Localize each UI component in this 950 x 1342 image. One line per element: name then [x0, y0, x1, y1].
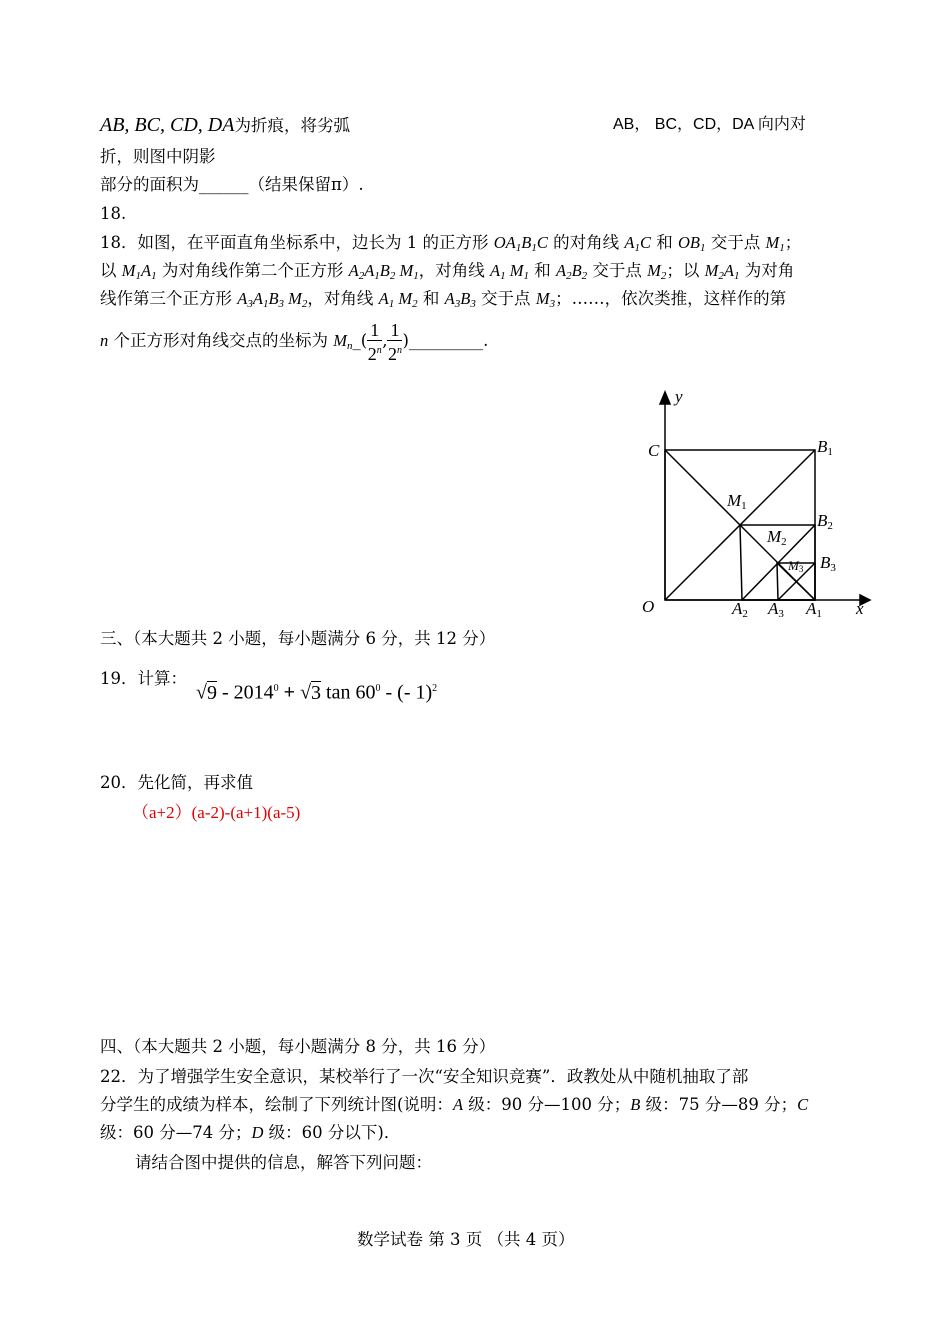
- q19-expression: [196, 674, 437, 708]
- grade-d: D: [251, 1123, 264, 1142]
- label-m2: [766, 527, 787, 548]
- math-a2b2: A2B2: [555, 261, 588, 282]
- math-m2a1: M2A1: [704, 261, 740, 282]
- q19-label: 19．计算：: [100, 669, 187, 688]
- label-b1-main: B: [817, 437, 828, 456]
- q17-line1: [100, 114, 350, 137]
- q18-text: 线作第三个正方形: [100, 289, 238, 308]
- label-c: C: [648, 441, 660, 460]
- q18-text: 交于点: [705, 233, 766, 252]
- math-mn: Mn: [333, 331, 353, 352]
- minus-sign: -: [380, 681, 398, 704]
- label-b2-main: B: [817, 511, 828, 530]
- q18-text: ，对角线: [307, 289, 379, 308]
- section-3-title-text: 三、（本大题共 2 小题，每小题满分 6 分，共 12 分）: [100, 629, 496, 648]
- fraction-1: [367, 320, 382, 364]
- q17-line3: 部分的面积为______（结果保留π）.: [100, 175, 364, 194]
- plus-sign: +: [278, 681, 301, 704]
- section-4-title: 四、（本大题共 2 小题，每小题满分 8 分，共 16 分）: [100, 1037, 496, 1056]
- q22-text: 级：90 分—100 分；: [463, 1095, 631, 1114]
- label-x: x: [856, 599, 864, 618]
- label-a2-sub: 2: [742, 608, 748, 620]
- section-3-title: [100, 628, 495, 650]
- q18-line4: n 个正方形对角线交点的坐标为 Mn_( $\frac{1}{2^n}$ , $\frac{1}{2^n}$ )_________.: [100, 319, 489, 364]
- label-b1-sub: 1: [827, 446, 833, 458]
- sqrt-sign: √: [300, 681, 312, 704]
- answer-blank: _________.: [408, 331, 489, 350]
- math-a1m2: A1 M2: [378, 289, 418, 310]
- q18-text: 交于点: [475, 289, 536, 308]
- sqrt-3-value: 3: [311, 681, 322, 704]
- q18-line3: [100, 288, 786, 315]
- math-n: n: [100, 331, 109, 350]
- label-a2: [731, 599, 748, 620]
- label-a3-sub: 3: [778, 608, 784, 620]
- exponent-0: 0: [273, 683, 279, 694]
- math-ob1: OB1: [677, 233, 706, 254]
- label-m2-main: M: [767, 527, 782, 546]
- frac-den: [387, 341, 402, 364]
- fraction-2: [387, 320, 402, 364]
- math-a3b3: A3B3: [444, 289, 476, 310]
- q18-stray-number: 18.: [100, 204, 127, 223]
- q18-text: 为对角线作第二个正方形: [156, 261, 349, 280]
- q18-text: ，对角线: [418, 261, 490, 280]
- q18-text: ；以: [666, 261, 705, 280]
- q18-text: ；……，依次类推，这样作的第: [555, 289, 787, 308]
- label-b3: [820, 553, 836, 574]
- q17-line1-right-text: AB， BC，CD，DA 向内对: [613, 116, 806, 133]
- q18-text: 和: [417, 289, 445, 308]
- q22-text: 分学生的成绩为样本，绘制了下列统计图(说明：: [100, 1095, 453, 1114]
- frac-exp: n: [376, 344, 382, 356]
- frac-den-base: 2: [387, 343, 397, 364]
- sqrt-sign: √: [196, 681, 207, 704]
- q17-arcs-math: AB, BC, CD, DA: [100, 114, 235, 136]
- exponent-0: 0: [375, 683, 381, 694]
- label-y: y: [675, 387, 683, 406]
- year-2014: 2014: [233, 681, 274, 704]
- label-m3-sub: 3: [798, 564, 804, 574]
- sqrt-9-value: 9: [206, 681, 217, 704]
- frac-exp: n: [396, 344, 402, 356]
- y-axis-arrow: [660, 392, 670, 404]
- label-o: O: [642, 597, 655, 616]
- q18-line2: 以 M1A1 为对角线作第二个正方形 A2A1B2 M1，对角线 A1 M1 和 A2B2 交于点 M2；以 M2A1 为对角: [100, 261, 795, 282]
- q18-text: 和: [528, 261, 556, 280]
- q17-line1-right: [613, 114, 806, 136]
- minus-sign: -: [216, 681, 234, 704]
- label-b3-sub: 3: [830, 562, 836, 574]
- frac-den: [367, 341, 382, 364]
- label-b3-main: B: [820, 553, 831, 572]
- q17-line1-text: 为折痕，将劣弧: [234, 116, 350, 135]
- q22-text: 级：75 分—89 分；: [640, 1095, 798, 1114]
- label-a1-sub: 1: [816, 608, 822, 620]
- q22-line4: 请结合图中提供的信息，解答下列问题：: [135, 1153, 432, 1172]
- q19-line: [100, 668, 187, 690]
- label-m1-sub: 1: [741, 500, 747, 512]
- label-a1-main: A: [806, 599, 817, 618]
- q22-text: 级：60 分—74 分；: [100, 1123, 252, 1142]
- negative-one: (- 1): [397, 681, 433, 704]
- q17-line2: 折，则图中阴影: [100, 147, 216, 166]
- label-m3: [787, 558, 804, 574]
- math-square: OA1B1C: [493, 233, 548, 254]
- frac-num: 1: [367, 320, 382, 341]
- math-m1a1: M1A1: [121, 261, 157, 282]
- q18-text: 的对角线: [547, 233, 625, 252]
- q18-text: 为对角: [739, 261, 795, 280]
- label-m2-sub: 2: [781, 536, 787, 548]
- page-footer: 数学试卷 第 3 页 （共 4 页）: [357, 1230, 575, 1249]
- q22-line1: 22．为了增强学生安全意识，某校举行了一次“安全知识竞赛”．政教处从中随机抽取了部: [100, 1067, 749, 1086]
- label-m3-main: M: [788, 558, 799, 573]
- label-b1: [817, 437, 833, 458]
- square-diagram: [630, 382, 880, 622]
- q22-text: 级：60 分以下)．: [263, 1123, 401, 1142]
- label-a3: [767, 599, 784, 620]
- grade-b: B: [630, 1095, 641, 1114]
- math-m3: M3: [535, 289, 556, 310]
- frac-num: 1: [387, 320, 402, 341]
- label-a3-main: A: [768, 599, 779, 618]
- q20-expression: （a+2）(a-2)-(a+1)(a-5): [132, 803, 301, 822]
- q18-text: 和: [650, 233, 678, 252]
- label-m1: [726, 491, 747, 512]
- q22-line2: [100, 1094, 808, 1116]
- q20-line: 20．先化简，再求值: [100, 773, 253, 792]
- math-square2: A2A1B2 M1: [348, 261, 419, 282]
- math-a1m1: A1 M1: [490, 261, 529, 282]
- math-m2: M2: [647, 261, 667, 282]
- label-b2-sub: 2: [827, 520, 833, 532]
- q18-text: 交于点: [587, 261, 648, 280]
- q18-text: 个正方形对角线交点的坐标为: [108, 331, 334, 350]
- grade-a: A: [452, 1095, 464, 1114]
- label-a1: [805, 599, 822, 620]
- math-m1: M1: [765, 233, 785, 254]
- math-a1c: A1C: [624, 233, 651, 254]
- q18-text: 如图，在平面直角坐标系中，边长为 1 的正方形: [137, 233, 494, 252]
- grade-c: C: [797, 1095, 809, 1114]
- tan-60: tan 60: [321, 681, 376, 704]
- label-a2-main: A: [732, 599, 743, 618]
- q18-line1: 18．如图，在平面直角坐标系中，边长为 1 的正方形 OA1B1C 的对角线 A1C 和 OB1 交于点 M1；: [100, 233, 802, 254]
- q22-line3: [100, 1122, 400, 1144]
- frac-den-base: 2: [367, 343, 377, 364]
- q18-number: 18．: [100, 233, 138, 252]
- exponent-2: 2: [432, 683, 438, 694]
- label-m1-main: M: [727, 491, 742, 510]
- label-b2: [817, 511, 833, 532]
- math-square3: A3A1B3 M2: [237, 289, 308, 310]
